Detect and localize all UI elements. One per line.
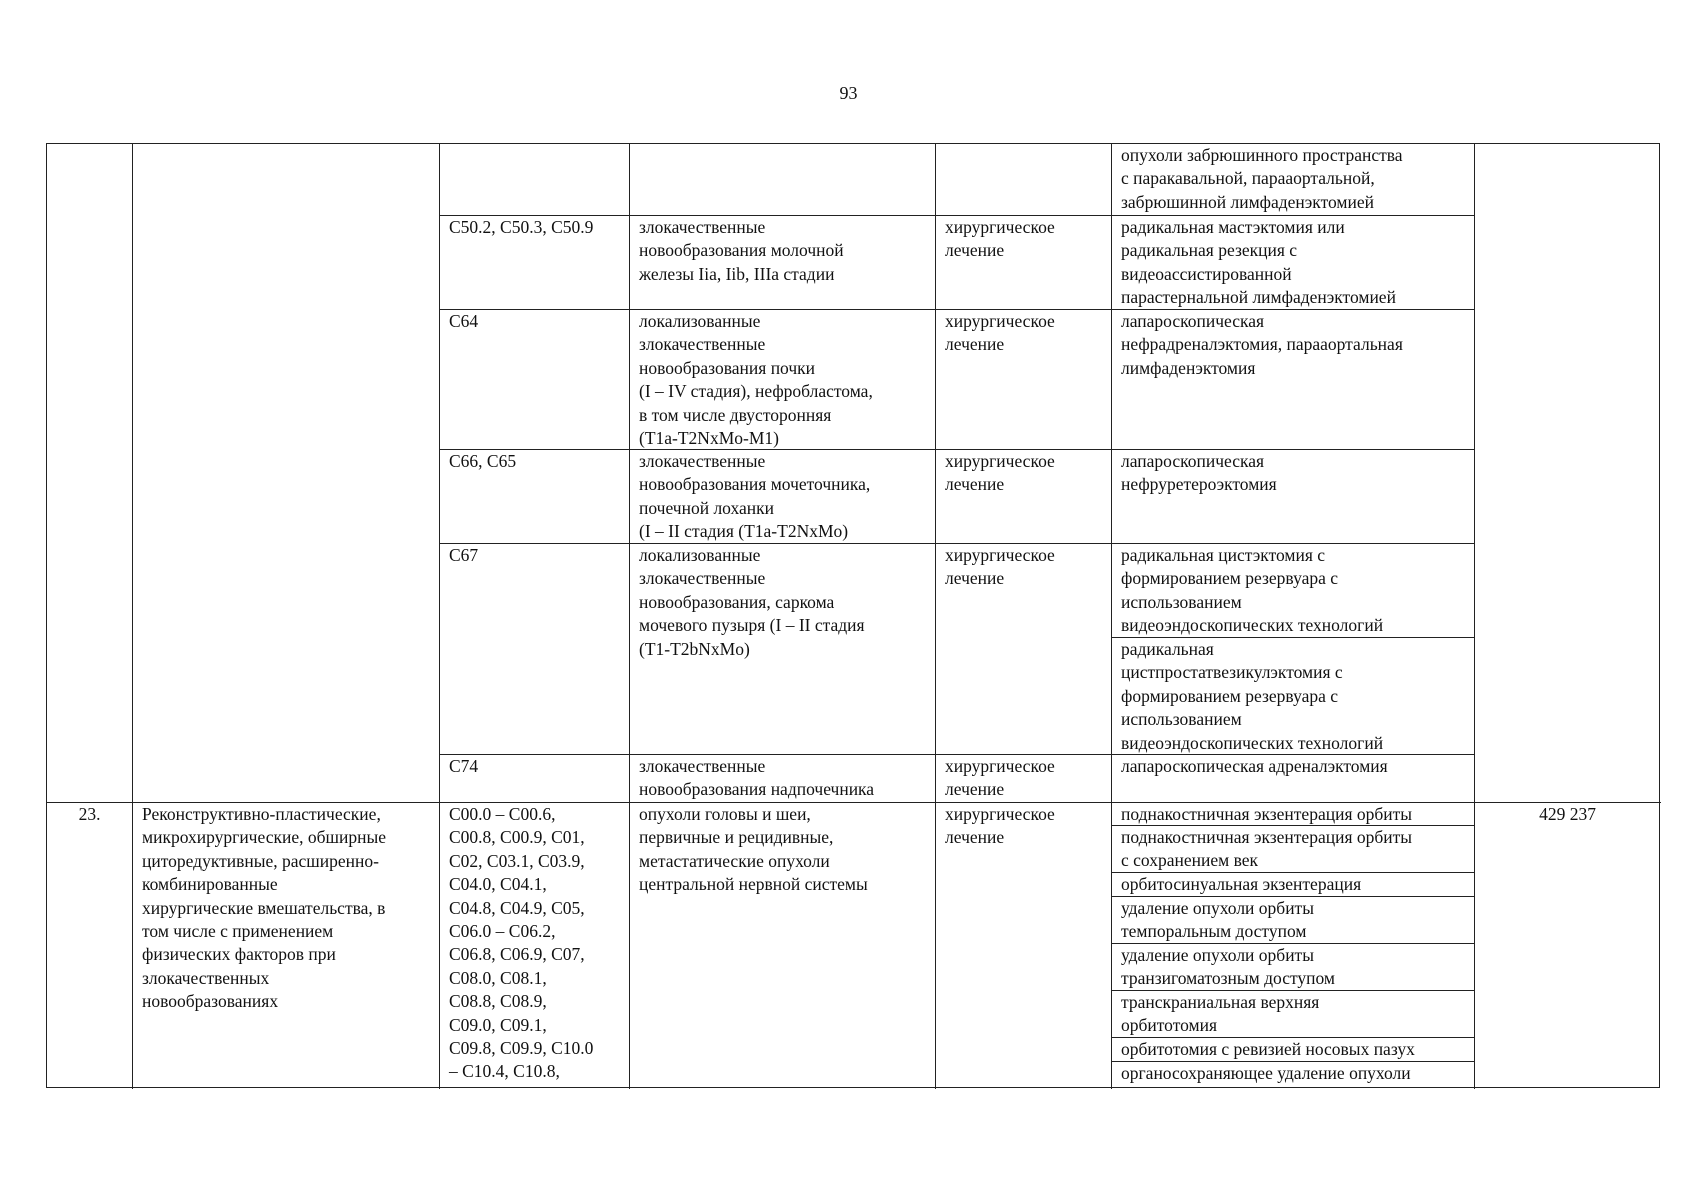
method-cell: радикальная цистэктомия с формированием резервуара с использованием видеоэндоскопических технологий [1121,545,1384,636]
method-cell: опухоли забрюшинного пространства с паракавальной, парааортальной, забрюшинной лимфаденэктомией [1121,145,1403,212]
service-name-cell: Реконструктивно-пластические, микрохирургические, обширные циторедуктивные, расширенно- комбинированные хирургические вмешательства, в том числе с применением физических факторов при злокачественных новообразованиях [142,804,386,1012]
method-cell: орбитосинуальная экзентерация [1121,874,1362,894]
treatment-cell: хирургическое лечение [945,545,1055,589]
method-cell: лапароскопическая адреналэктомия [1121,756,1388,776]
method-cell: лапароскопическая нефруретероэктомия [1121,451,1277,495]
treatment-cell: хирургическое лечение [945,804,1055,848]
icd-codes-cell: C64 [449,311,479,331]
diagnosis-cell: злокачественные новообразования мочеточника, почечной лоханки (I – II стадия (T1a-T2NxMo) [639,451,871,542]
treatment-cell: хирургическое лечение [945,756,1055,800]
treatment-cell: хирургическое лечение [945,311,1055,355]
method-cell: орбитотомия с ревизией носовых пазух [1121,1039,1415,1059]
method-cell: удаление опухоли орбиты темпоральным доступом [1121,898,1314,942]
diagnosis-cell: локализованные злокачественные новообразования, саркома мочевого пузыря (I – II стадия (T1-T2bNxMo) [639,545,865,659]
page-number: 93 [839,83,858,103]
diagnosis-cell: злокачественные новообразования надпочечника [639,756,875,800]
icd-codes-cell: C50.2, C50.3, C50.9 [449,217,594,237]
diagnosis-cell: локализованные злокачественные новообразования почки (I – IV стадия), нефробластома, в том числе двусторонняя (T1a-T2NxMo-M1) [639,311,873,449]
diagnosis-cell: злокачественные новообразования молочной железы Iia, Iib, IIIa стадии [639,217,844,284]
method-cell: органосохраняющее удаление опухоли [1121,1063,1411,1083]
column-divider [935,144,936,1089]
row-number-cell: 23. [78,804,101,824]
treatment-cell: хирургическое лечение [945,217,1055,261]
method-cell: удаление опухоли орбиты транзигоматозным доступом [1121,945,1335,989]
icd-codes-cell: C66, C65 [449,451,517,471]
diagnosis-cell: опухоли головы и шеи, первичные и рецидивные, метастатические опухоли центральной нервной системы [639,804,868,895]
icd-codes-cell: C00.0 – C00.6, C00.8, C00.9, C01, C02, C03.1, C03.9, C04.0, C04.1, C04.8, C04.9, C05, C06.0 – C06.2, C06.8, C06.9, C07, C08.0, C08.1, C08.8, C08.9, C09.0, C09.1, C09.8, C09.9, C10.0 – C10.4, C10.8, [449,804,594,1082]
method-cell: поднакостничная экзентерация орбиты с сохранением век [1121,827,1413,871]
icd-codes-cell: C74 [449,756,479,776]
method-cell: лапароскопическая нефрадреналэктомия, парааортальная лимфаденэктомия [1121,311,1403,378]
method-cell: транскраниальная верхняя орбитотомия [1121,992,1320,1036]
medical-services-table [46,143,1660,1088]
price-cell: 429 237 [1539,804,1596,824]
method-cell: радикальная цистпростатвезикулэктомия с формированием резервуара с использованием видеоэндоскопических технологий [1121,639,1384,753]
column-divider [1474,144,1475,1089]
method-cell: поднакостничная экзентерация орбиты [1121,804,1413,824]
treatment-cell: хирургическое лечение [945,451,1055,495]
icd-codes-cell: C67 [449,545,479,565]
method-cell: радикальная мастэктомия или радикальная резекция с видеоассистированной парастернальной лимфаденэктомией [1121,217,1396,308]
